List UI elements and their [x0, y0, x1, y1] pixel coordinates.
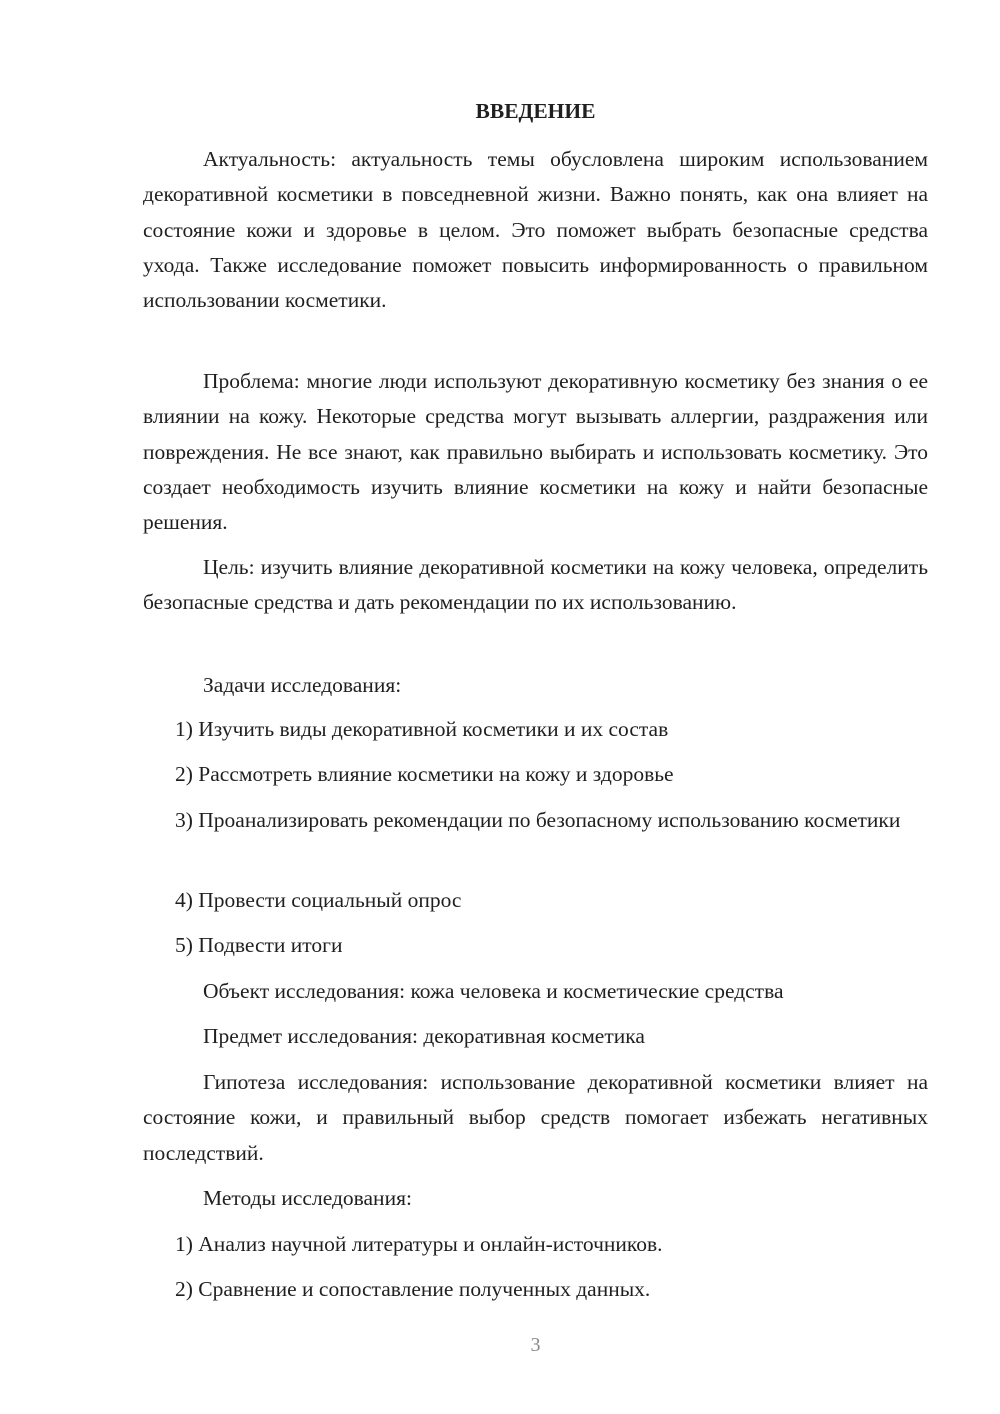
page-number: 3 — [530, 1334, 541, 1356]
document-page — [143, 0, 928, 1414]
task-item: 4) Провести социальный опрос — [175, 888, 462, 912]
task-item: 1) Изучить виды декоративной косметики и их состав — [175, 717, 669, 741]
task-item: 5) Подвести итоги — [175, 933, 343, 957]
task-item: 3) Проанализировать рекомендации по безопасному использованию косметики — [175, 808, 901, 832]
tasks-heading: Задачи исследования: — [203, 673, 402, 697]
method-item: 2) Сравнение и сопоставление полученных данных. — [175, 1277, 651, 1301]
page-title: ВВЕДЕНИЕ — [475, 99, 596, 123]
methods-heading: Методы исследования: — [203, 1186, 412, 1210]
relevance-paragraph: Актуальность: актуальность темы обусловлена широким использованием декоративной косметики в повседневной жизни. Важно понять, как она влияет на состояние кожи и здоровье в целом. Это поможет выбрать безопасные средства ухода. Также исследование поможет повысить информированность о правильном использовании косметики. — [143, 147, 928, 313]
object-paragraph: Объект исследования: кожа человека и косметические средства — [203, 979, 784, 1003]
hypothesis-paragraph: Гипотеза исследования: использование декоративной косметики влияет на состояние кожи, и правильный выбор средств помогает избежать негативных последствий. — [143, 1070, 928, 1165]
goal-paragraph: Цель: изучить влияние декоративной косметики на кожу человека, определить безопасные средства и дать рекомендации по их использованию. — [143, 555, 928, 615]
problem-paragraph: Проблема: многие люди используют декоративную косметику без знания о ее влиянии на кожу. Некоторые средства могут вызывать аллергии, раздражения или повреждения. Не все знают, как правильно выбирать и использовать косметику. Это создает необходимость изучить влияние косметики на кожу и найти безопасные решения. — [143, 369, 928, 535]
method-item: 1) Анализ научной литературы и онлайн-источников. — [175, 1232, 663, 1256]
subject-paragraph: Предмет исследования: декоративная косметика — [203, 1024, 645, 1048]
task-item: 2) Рассмотреть влияние косметики на кожу и здоровье — [175, 762, 674, 786]
